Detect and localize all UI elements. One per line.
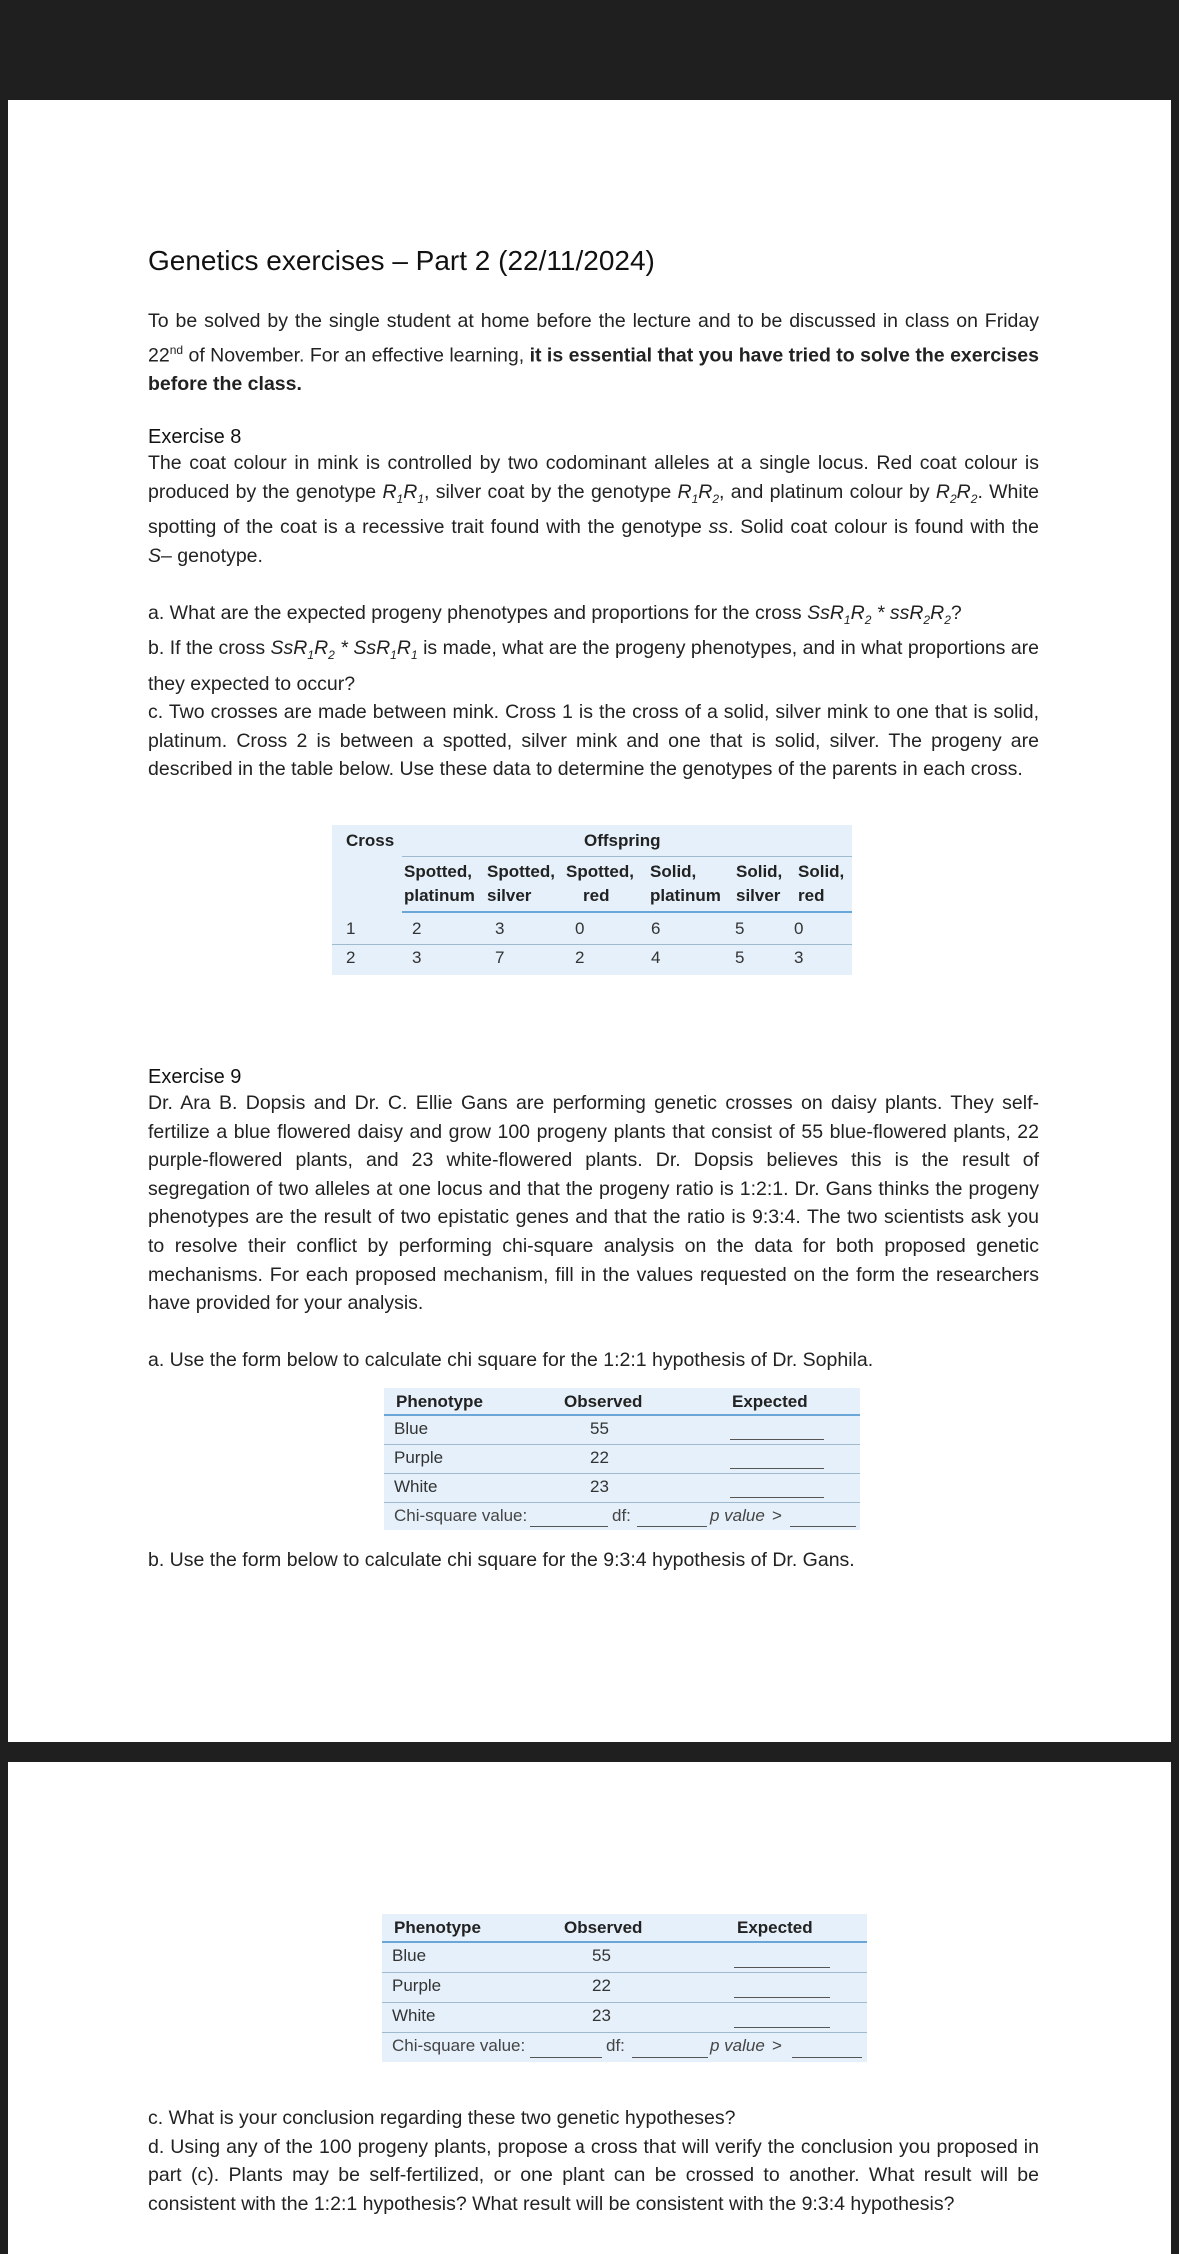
exercise-9-body: Dr. Ara B. Dopsis and Dr. C. Ellie Gans are performing genetic crosses on daisy plants. They self-fertilize a blue flowered daisy and grow 100 progeny plants that consist of 55 blue-flowered plants, 22 purple-flowered plants, and 23 white-flowered plants. Dr. Dopsis believes this is the result of segregation of two alleles at one locus and that the progeny ratio is 1:2:1. Dr. Gans thinks the progeny phenotypes are the result of two epistatic genes and that the ratio is 9:3:4. The two scientists ask you to resolve their conflict by performing chi-square analysis on the data for both proposed genetic mechanisms. For each proposed mechanism, fill in the values requested on the form the researchers have provided for your analysis. bbox=[148, 1092, 1039, 1315]
intro-text-1: To be solved by the single student at home before the lecture and to be discussed in class on Friday 22 bbox=[148, 310, 1039, 367]
row-1-val-5: 5 bbox=[735, 919, 745, 938]
question-8a bbox=[148, 599, 1039, 634]
q8a-mark: ? bbox=[950, 601, 962, 624]
question-9a: a. Use the form below to calculate chi square for the 1:2:1 hypothesis of Dr. Sophila. bbox=[148, 1348, 874, 1371]
form-b-df-label: df: bbox=[606, 2036, 625, 2055]
form-b-expected-purple-blank[interactable] bbox=[734, 1996, 830, 1998]
genotype-r1r2: $R_1R_2$ bbox=[677, 480, 720, 506]
form-a-df-blank[interactable] bbox=[637, 1525, 707, 1527]
row-2-val-2: 7 bbox=[495, 948, 505, 967]
form-a-row-divider-1 bbox=[384, 1444, 860, 1445]
genotype-ss: ss bbox=[708, 516, 729, 539]
form-a-row-divider-2 bbox=[384, 1473, 860, 1474]
form-b-observed-header: Observed bbox=[564, 1918, 643, 1937]
form-b-row-divider-1 bbox=[382, 1972, 867, 1973]
intro-text-2: of November. For an effective learning, bbox=[183, 344, 530, 367]
document-page-2 bbox=[8, 1762, 1171, 2254]
genotype-r2r2: $R_2R_2$ bbox=[935, 480, 978, 506]
chi-square-form-b bbox=[382, 1914, 867, 2062]
form-a-p-blank[interactable] bbox=[790, 1525, 856, 1527]
form-a-expected-white-blank[interactable] bbox=[730, 1496, 824, 1498]
form-b-phenotype-purple: Purple bbox=[392, 1976, 442, 1995]
form-a-expected-header: Expected bbox=[732, 1392, 808, 1411]
form-a-phenotype-white: White bbox=[394, 1477, 438, 1496]
form-a-p-label: p value bbox=[710, 1506, 765, 1525]
col-header-6a: Solid, bbox=[798, 862, 845, 881]
form-a-header-rule bbox=[384, 1414, 860, 1416]
header-rule bbox=[402, 911, 852, 913]
col-header-6b: red bbox=[798, 886, 825, 905]
cross-header: Cross bbox=[346, 831, 395, 850]
row-1-val-2: 3 bbox=[495, 919, 505, 938]
col-header-2a: Spotted, bbox=[487, 862, 555, 881]
exercise-9-title: Exercise 9 bbox=[148, 1066, 242, 1088]
col-header-3b: red bbox=[583, 886, 610, 905]
form-b-chi-blank[interactable] bbox=[530, 2056, 602, 2058]
chi-square-form-a bbox=[384, 1388, 860, 1530]
col-header-2b: silver bbox=[487, 886, 532, 905]
row-2-val-3: 2 bbox=[575, 948, 585, 967]
form-b-phenotype-white: White bbox=[392, 2006, 436, 2025]
q8b-text: b. If the cross bbox=[148, 637, 271, 660]
form-b-p-blank[interactable] bbox=[792, 2056, 862, 2058]
form-a-expected-purple-blank[interactable] bbox=[730, 1467, 824, 1469]
offspring-divider bbox=[402, 856, 852, 857]
cross-b: $SsR_1R_2 * SsR_1R_1$ bbox=[270, 637, 418, 662]
form-a-chi-blank[interactable] bbox=[530, 1525, 608, 1527]
question-9c: c. What is your conclusion regarding these two genetic hypotheses? bbox=[148, 2107, 736, 2129]
exercise-9-block bbox=[148, 1066, 1039, 1374]
ex8-text-3: , and platinum colour by bbox=[719, 480, 936, 503]
col-header-4a: Solid, bbox=[650, 862, 697, 881]
form-a-observed-blue: 55 bbox=[590, 1419, 609, 1438]
form-b-p-label: p value bbox=[710, 2036, 765, 2055]
genotype-s-dash: S– bbox=[148, 544, 172, 567]
form-a-chi-label: Chi-square value: bbox=[394, 1506, 528, 1525]
form-a-phenotype-purple: Purple bbox=[394, 1448, 444, 1467]
row-1-val-6: 0 bbox=[794, 919, 804, 938]
questions-9cd-block bbox=[148, 2104, 1039, 2218]
row-1-val-3: 0 bbox=[575, 919, 585, 938]
form-b-expected-header: Expected bbox=[737, 1918, 813, 1937]
ex8-text-5: . Solid coat colour is found with the bbox=[728, 516, 1039, 539]
col-header-3a: Spotted, bbox=[566, 862, 634, 881]
document-title: Genetics exercises – Part 2 (22/11/2024) bbox=[148, 245, 655, 276]
form-b-phenotype-header: Phenotype bbox=[394, 1918, 481, 1937]
form-a-phenotype-header: Phenotype bbox=[396, 1392, 483, 1411]
form-a-row-divider-3 bbox=[384, 1502, 860, 1503]
col-header-1a: Spotted, bbox=[404, 862, 472, 881]
cross-a: $SsR_1R_2 * ssR_2R_2$ bbox=[807, 601, 951, 627]
form-b-expected-white-blank[interactable] bbox=[734, 2026, 830, 2028]
row-divider bbox=[332, 944, 852, 945]
genotype-r1r1: $R_1R_1$ bbox=[382, 480, 424, 506]
row-2-val-4: 4 bbox=[651, 948, 661, 967]
question-9d: d. Using any of the 100 progeny plants, propose a cross that will verify the conclusion you proposed in part (c). Plants may be self-fertilized, or one plant can be crossed to another. What result will be consistent with the 1:2:1 hypothesis? What result will be consistent with the 9:3:4 hypothesis? bbox=[148, 2135, 1039, 2215]
row-1-val-4: 6 bbox=[651, 919, 661, 938]
form-a-expected-blue-blank[interactable] bbox=[730, 1438, 824, 1440]
ex8-text-6: genotype. bbox=[171, 544, 263, 567]
intro-bold: it is essential that you have tried to solve the exercises before the class. bbox=[148, 344, 1039, 395]
intro-sup: nd bbox=[169, 342, 184, 357]
form-b-header-rule bbox=[382, 1941, 867, 1943]
row-2-val-1: 3 bbox=[412, 948, 422, 967]
row-2-val-5: 5 bbox=[735, 948, 745, 967]
row-2-val-6: 3 bbox=[794, 948, 804, 967]
form-b-row-divider-3 bbox=[382, 2032, 867, 2033]
form-a-df-label: df: bbox=[612, 1506, 631, 1525]
form-b-chi-label: Chi-square value: bbox=[392, 2036, 526, 2055]
form-b-row-divider-2 bbox=[382, 2002, 867, 2003]
form-a-phenotype-blue: Blue bbox=[394, 1419, 429, 1438]
question-8c: c. Two crosses are made between mink. Cross 1 is the cross of a solid, silver mink to one that is solid, platinum. Cross 2 is between a spotted, silver mink and one that is solid, silver. The progeny are described in the table below. Use these data to determine the genotypes of the parents in each cross. bbox=[148, 701, 1039, 781]
ex8-text-2: , silver coat by the genotype bbox=[424, 480, 678, 503]
row-1-cross: 1 bbox=[346, 919, 356, 938]
col-header-5a: Solid, bbox=[736, 862, 783, 881]
form-a-observed-purple: 22 bbox=[590, 1448, 609, 1467]
form-a-gt: > bbox=[772, 1506, 782, 1525]
ex8-text-4: . White spotting of the coat is a recessive trait found with the genotype bbox=[148, 480, 1039, 539]
question-8b bbox=[148, 634, 1039, 698]
form-a-observed-header: Observed bbox=[564, 1392, 643, 1411]
col-header-1b: platinum bbox=[404, 886, 475, 905]
page-1-content bbox=[148, 245, 1039, 784]
row-2-cross: 2 bbox=[346, 948, 356, 967]
form-b-df-blank[interactable] bbox=[632, 2056, 708, 2058]
col-header-4b: platinum bbox=[650, 886, 721, 905]
form-a-observed-white: 23 bbox=[590, 1477, 609, 1496]
form-b-observed-blue: 55 bbox=[592, 1946, 611, 1965]
exercise-8-body bbox=[148, 449, 1039, 570]
question-9b-block bbox=[148, 1546, 1039, 1575]
q8a-text: a. What are the expected progeny phenotypes and proportions for the cross bbox=[148, 601, 808, 624]
intro-paragraph bbox=[148, 307, 1039, 398]
form-b-gt: > bbox=[772, 2036, 782, 2055]
document-page-1 bbox=[8, 100, 1171, 1742]
mink-offspring-table bbox=[332, 825, 852, 975]
row-1-val-1: 2 bbox=[412, 919, 422, 938]
question-9b: b. Use the form below to calculate chi square for the 9:3:4 hypothesis of Dr. Gans. bbox=[148, 1549, 855, 1571]
form-b-observed-white: 23 bbox=[592, 2006, 611, 2025]
q8b-text-2: is made, what are the progeny phenotypes, and in what proportions are they expected to occur? bbox=[148, 637, 1040, 695]
form-b-observed-purple: 22 bbox=[592, 1976, 611, 1995]
offspring-header: Offspring bbox=[584, 831, 661, 850]
exercise-8-title: Exercise 8 bbox=[148, 426, 242, 449]
form-b-expected-blue-blank[interactable] bbox=[734, 1966, 830, 1968]
ex8-text-1: The coat colour in mink is controlled by two codominant alleles at a single locus. Red coat colour is produced by the genotype bbox=[148, 452, 1039, 503]
col-header-5b: silver bbox=[736, 886, 781, 905]
form-b-phenotype-blue: Blue bbox=[392, 1946, 427, 1965]
